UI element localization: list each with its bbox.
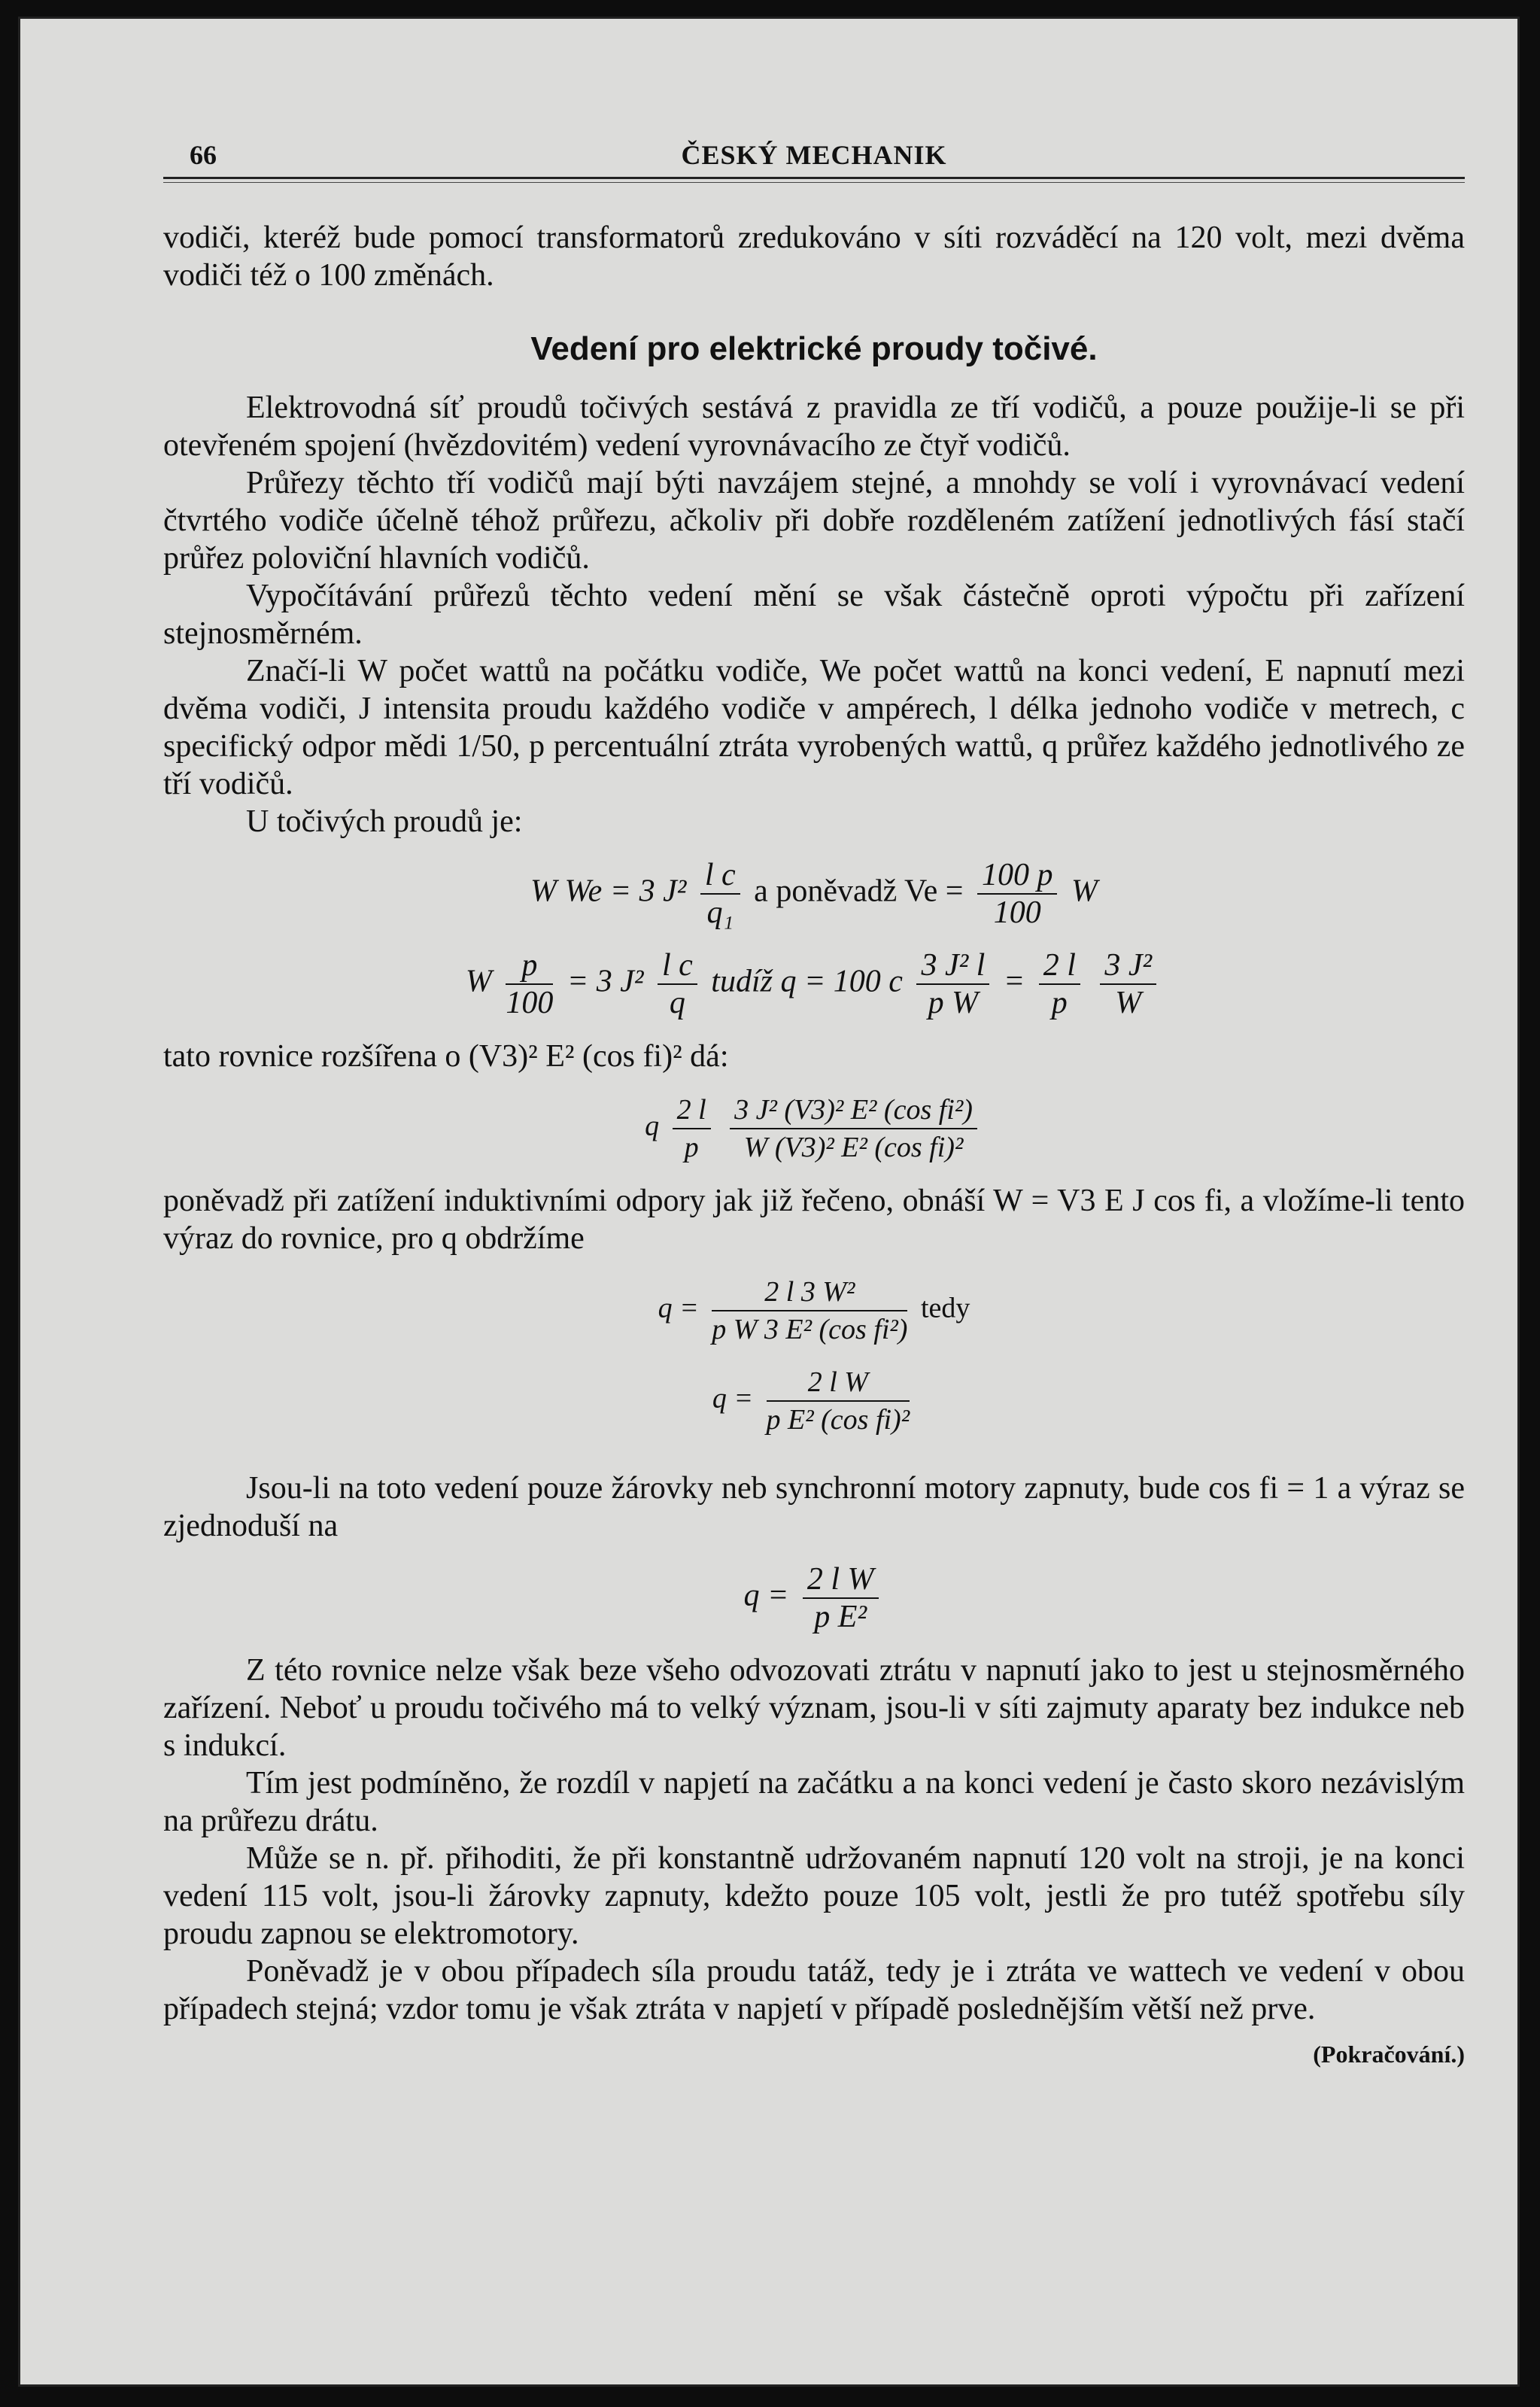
journal-title: ČESKÝ MECHANIK bbox=[681, 140, 947, 170]
paragraph-8: Jsou-li na toto vedení pouze žárovky neb synchronní motory zapnuty, bude cos fi = 1 a výraz se zjednoduší na bbox=[163, 1471, 1465, 1543]
eq3-fraction-2 bbox=[730, 1092, 977, 1166]
eq6-fraction bbox=[803, 1561, 879, 1635]
eq1-f1-den: q₁ bbox=[706, 895, 734, 930]
paragraph-4: Značí-li W počet wattů na počátku vodiče, We počet wattů na konci vedení, E napnutí mezi dvěma vodiči, J intensita proudu každého vodiče v ampérech, l délka jednoho vodiče v metrech, c specifický odpor mědi 1/50, p percentuální ztráta vyrobených wattů, q průřez každého jednotlivého ze tří vodičů. bbox=[163, 654, 1465, 801]
eq4-fraction bbox=[712, 1274, 907, 1348]
eq4-num: 2 l 3 W² bbox=[712, 1274, 907, 1311]
running-header bbox=[163, 132, 1465, 177]
eq1-fraction-1 bbox=[700, 857, 740, 931]
eq4-right: tedy bbox=[920, 1292, 970, 1324]
eq2-left: W bbox=[465, 964, 492, 999]
intro-paragraph: vodiči, kteréž bude pomocí transformatorů zredukováno v síti rozváděcí na 120 volt, mezi dvěma vodiči též o 100 změnách. bbox=[163, 220, 1465, 293]
continued-note: (Pokračování.) bbox=[1313, 2041, 1465, 2068]
eq3-f1-num: 2 l bbox=[673, 1092, 711, 1129]
eq2-f5-num: 3 J² bbox=[1100, 947, 1156, 985]
paragraph-12-text: Poněvadž je v obou případech síla proudu tatáž, tedy je i ztráta ve wattech ve vedení v obou případech stejná; vzdor tomu je však ztráta v napjetí v případě poslednějším větší než prve. bbox=[163, 1954, 1465, 2026]
spacer bbox=[163, 1454, 1465, 1469]
eq2-f2-num: l c bbox=[658, 947, 697, 985]
eq1-fraction-2 bbox=[977, 857, 1058, 931]
paragraph-10: Tím jest podmíněno, že rozdíl v napjetí na začátku a na konci vedení je často skoro nezávislým na průřezu drátu. bbox=[163, 1766, 1465, 1838]
paragraph-11: Může se n. př. přihoditi, že při konstantně udržovaném napnutí 120 volt na stroji, je na konci vedení 115 volt, jsou-li žárovky zapnuty, kdežto pouze 105 volt, jestli že pro tutéž spotřebu síly proudu zapnou se elektromotory. bbox=[163, 1841, 1465, 1951]
equation-1 bbox=[163, 857, 1465, 931]
eq1-right: W bbox=[1071, 874, 1098, 909]
eq2-f5-den: W bbox=[1115, 986, 1142, 1020]
eq3-f2-num: 3 J² (V3)² E² (cos fi²) bbox=[730, 1092, 977, 1129]
eq3-f2-den: W (V3)² E² (cos fi)² bbox=[743, 1132, 964, 1163]
equation-5 bbox=[163, 1364, 1465, 1438]
paragraph-5: U točivých proudů je: bbox=[246, 804, 523, 839]
eq2-mid2: tudíž q = 100 c bbox=[711, 964, 903, 999]
eq2-fraction-1 bbox=[506, 947, 553, 1021]
paragraph-2: Průřezy těchto tří vodičů mají býti navzájem stejné, a mnohdy se volí i vyrovnávací vedení čtvrtého vodiče účelně téhož průřezu, ačkoliv při dobře rozděleném zatížení jednotlivých fásí stačí průřez poloviční hlavních vodičů. bbox=[163, 466, 1465, 576]
eq2-f1-num: p bbox=[506, 947, 553, 985]
eq2-mid1: = 3 J² bbox=[566, 964, 644, 999]
eq6-left: q = bbox=[743, 1578, 789, 1613]
eq2-fraction-3 bbox=[916, 947, 989, 1021]
paragraph-3: Vypočítávání průřezů těchto vedení mění se však částečně oproti výpočtu při zařízení stejnosměrném. bbox=[163, 579, 1465, 651]
eq2-f4-den: p bbox=[1051, 986, 1068, 1020]
eq3-f1-den: p bbox=[684, 1132, 699, 1163]
eq2-fraction-2 bbox=[658, 947, 697, 1021]
eq2-f4-num: 2 l bbox=[1039, 947, 1080, 985]
eq5-left: q = bbox=[712, 1382, 754, 1415]
eq2-f3-num: 3 J² l bbox=[916, 947, 989, 985]
eq4-den: p W 3 E² (cos fi²) bbox=[712, 1314, 908, 1345]
equation-2 bbox=[163, 947, 1465, 1021]
page-sheet bbox=[18, 17, 1520, 2387]
eq5-fraction bbox=[767, 1364, 910, 1438]
eq1-f2-num: 100 p bbox=[977, 857, 1058, 895]
eq1-f1-num: l c bbox=[700, 857, 740, 895]
eq3-fraction-1 bbox=[673, 1092, 711, 1166]
equation-6 bbox=[163, 1561, 1465, 1635]
eq2-f2-den: q bbox=[669, 986, 685, 1020]
eq4-left: q = bbox=[658, 1292, 699, 1324]
paragraph-6: tato rovnice rozšířena o (V3)² E² (cos fi)² dá: bbox=[163, 1039, 729, 1074]
eq5-num: 2 l W bbox=[767, 1364, 910, 1402]
eq5-den: p E² (cos fi)² bbox=[766, 1404, 910, 1436]
eq2-fraction-5 bbox=[1100, 947, 1156, 1021]
eq2-f3-den: p W bbox=[928, 986, 979, 1020]
eq6-num: 2 l W bbox=[803, 1561, 879, 1599]
equation-3 bbox=[163, 1092, 1465, 1166]
eq3-left: q bbox=[645, 1110, 660, 1142]
eq1-left: W We = 3 J² bbox=[530, 874, 687, 909]
page-number: 66 bbox=[190, 140, 217, 170]
equation-4 bbox=[163, 1274, 1465, 1348]
paragraph-9: Z této rovnice nelze však beze všeho odvozovati ztrátu v napnutí jako to jest u stejnosměrného zařízení. Neboť u proudu točivého má to velký význam, jsou-li v síti zajmuty aparaty bez indukce neb s indukcí. bbox=[163, 1653, 1465, 1763]
eq6-den: p E² bbox=[814, 1600, 867, 1634]
header-rule bbox=[163, 177, 1465, 183]
eq2-fraction-4 bbox=[1039, 947, 1080, 1021]
eq1-mid: a poněvadž Ve = bbox=[754, 874, 964, 909]
eq2-mid3: = bbox=[1003, 964, 1025, 999]
paragraph-7: poněvadž při zatížení induktivními odpory jak již řečeno, obnáší W = V3 E J cos fi, a vložíme-li tento výraz do rovnice, pro q obdržíme bbox=[163, 1184, 1465, 1256]
paragraph-12 bbox=[163, 1953, 1465, 2068]
eq2-f1-den: 100 bbox=[506, 986, 554, 1020]
eq1-f2-den: 100 bbox=[993, 895, 1041, 930]
section-heading: Vedení pro elektrické proudy točivé. bbox=[530, 330, 1098, 367]
page-content bbox=[163, 132, 1465, 2073]
paragraph-1: Elektrovodná síť proudů točivých sestává z pravidla ze tří vodičů, a pouze použije-li se při otevřeném spojení (hvězdovitém) vedení vyrovnávacího ze čtyř vodičů. bbox=[163, 391, 1465, 463]
